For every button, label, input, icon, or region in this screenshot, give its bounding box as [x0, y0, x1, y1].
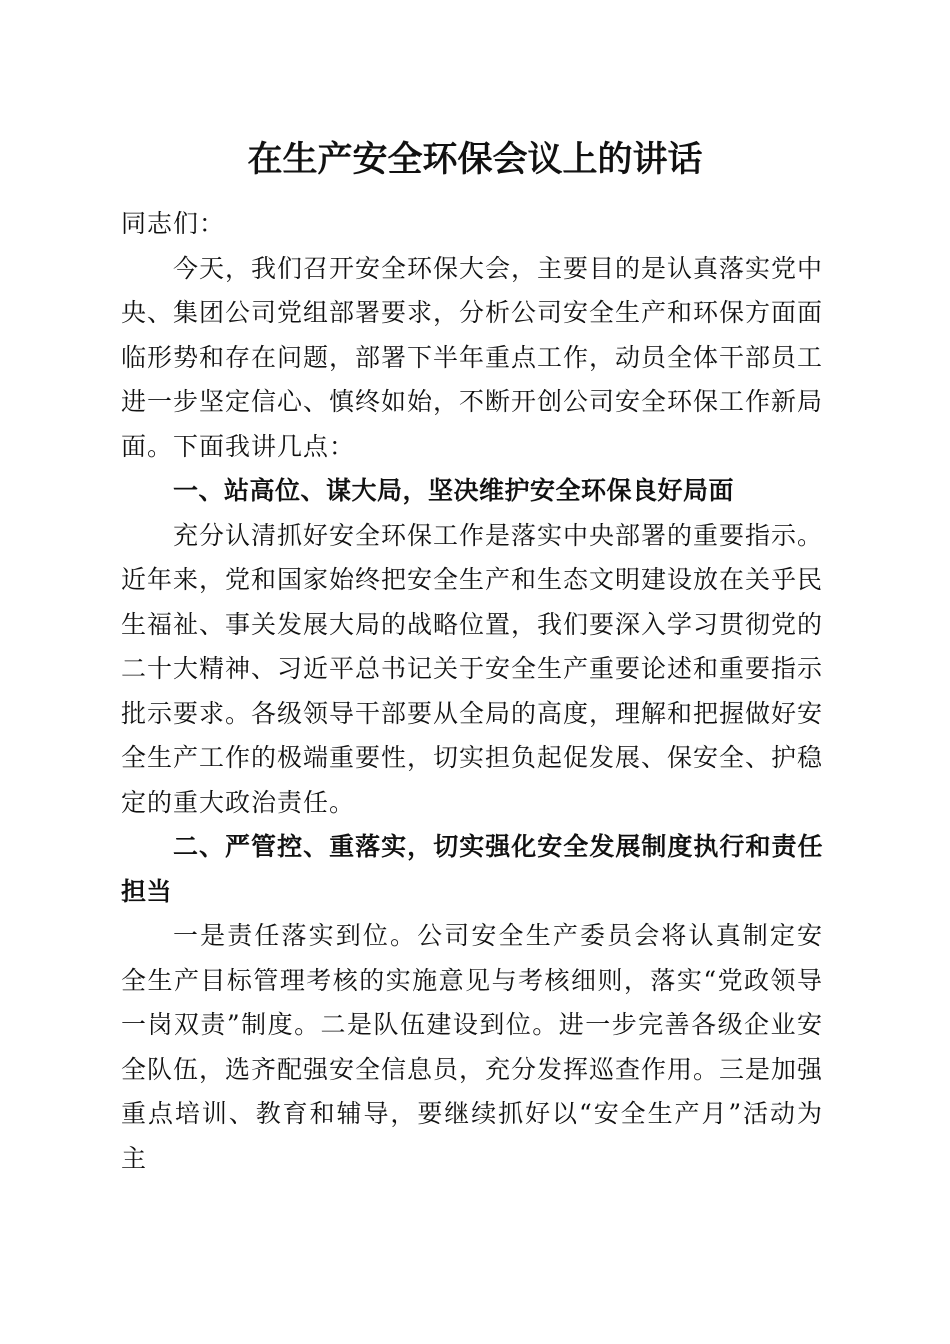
section-2-heading: 二、严管控、重落实，切实强化安全发展制度执行和责任担当 [121, 832, 823, 906]
section-2-text: 公司安全生产委员会将认真制定安全生产目标管理考核的实施意见与考核细则，落实“党政领导一岗双责”制度。二是队伍建设到位。进一步完善各级企业安全队伍，选齐配强安全信息员，充分发挥巡查作用。三是加强重点培训、教育和辅导，要继续抓好以“安全生产月”活动为主 [121, 921, 824, 1173]
section-1-paragraph: 充分认清抓好安全环保工作是落实中央部署的重要指示。近年来，党和国家始终把安全生产和生态文明建设放在关乎民生福祉、事关发展大局的战略位置，我们要深入学习贯彻党的二十大精神、习近平总书记关于安全生产重要论述和重要指示批示要求。各级领导干部要从全局的高度，理解和把握做好安全生产工作的极端重要性，切实担负起促发展、保安全、护稳定的重大政治责任。 [121, 520, 824, 817]
section-2-paragraph [121, 914, 823, 1181]
document-title: 在生产安全环保会议上的讲话 [247, 139, 703, 180]
section-2-lead: 一是责任落实到位。 [173, 921, 418, 950]
salutation: 同志们： [121, 209, 226, 238]
intro-paragraph: 今天，我们召开安全环保大会，主要目的是认真落实党中央、集团公司党组部署要求，分析公司安全生产和环保方面面临形势和存在问题，部署下半年重点工作，动员全体干部员工进一步坚定信心、慎终如始，不断开创公司安全环保工作新局面。下面我讲几点： [121, 253, 824, 461]
section-1-heading: 一、站高位、谋大局，坚决维护安全环保良好局面 [173, 476, 735, 505]
document-body [121, 202, 823, 1181]
